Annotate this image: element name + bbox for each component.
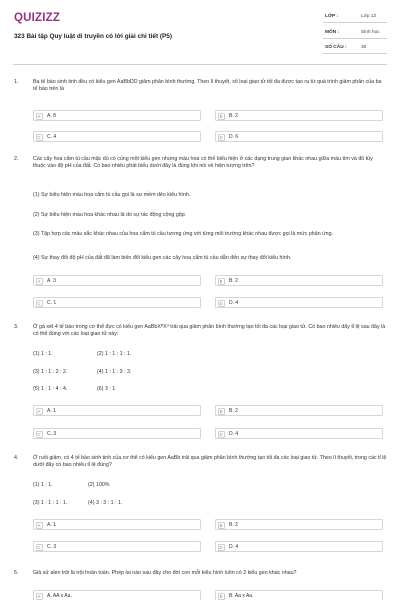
- meta-divider: [323, 38, 387, 39]
- question-text: Các cây hoa cẩm tú cầu mặc dù có cùng một kiểu gen nhưng màu hoa có thể biểu hiện ở các dạng trung gian khác nhau giữa màu tím và đỏ tùy thuộc vào độ pH của đất. Có bao nhiêu phát biểu dưới đây là đúng khi nói về hiện tượng trên?: [33, 156, 373, 170]
- ratio-4: (4) 3 : 3 : 1 : 1.: [88, 500, 123, 506]
- option-letter-badge: A: [36, 113, 43, 120]
- meta-grade-label: LỚP :: [325, 14, 339, 19]
- option-text: C. 3: [47, 544, 57, 550]
- question-text: Giả sử alen trội là trội hoàn toàn. Phép lai nào sau đây cho đời con mỗi kiểu hình luôn có 2 kiểu gen khác nhau?: [33, 570, 297, 576]
- worksheet-title: 323 Bài tập Quy luật di truyền có lời giải chi tiết (P5): [14, 33, 172, 40]
- option-text: B. Aa x Aa.: [229, 593, 254, 599]
- ratio-1: (1) 1 : 1.: [33, 482, 53, 488]
- option-d[interactable]: [215, 131, 383, 142]
- option-letter-badge: C: [37, 544, 41, 550]
- option-text: D. 4: [229, 544, 239, 550]
- option-text: C. 1: [47, 300, 57, 306]
- ratio-6: (6) 3 : 1: [97, 386, 116, 392]
- ratio-2: (2) 1 : 1 : 1 : 1.: [97, 351, 132, 357]
- option-d[interactable]: [215, 297, 383, 308]
- statement-2: (2) Sự biểu hiện màu hoa khác nhau là do sự tác động cộng gộp.: [33, 212, 187, 218]
- option-letter-badge: C: [37, 300, 41, 306]
- option-letter-badge: B: [218, 593, 225, 600]
- option-letter-badge: A: [36, 522, 43, 529]
- option-d[interactable]: [215, 428, 383, 439]
- option-text: B. 2: [229, 408, 238, 414]
- option-letter-badge: C: [37, 134, 41, 140]
- question-text: Ba tế bào sinh tinh đều có kiểu gen AaBbDD giảm phân bình thường. Theo lí thuyết, số loại giao tử tối đa được tạo ra từ quá trình giảm phân của ba tế bào trên là: [33, 79, 382, 93]
- option-letter-badge: C: [37, 431, 41, 437]
- option-b[interactable]: [215, 110, 383, 121]
- meta-divider: [323, 53, 387, 54]
- ratio-1: (1) 1 : 1.: [33, 351, 53, 357]
- option-c[interactable]: [33, 131, 201, 142]
- ratio-3: (3) 1 : 1 : 2 : 2.: [33, 369, 68, 375]
- ratio-3: (3) 1 : 1 : 1 : 1.: [33, 500, 68, 506]
- option-d[interactable]: [215, 541, 383, 552]
- ratio-4: (4) 1 : 1 : 3 : 3.: [97, 369, 132, 375]
- meta-subject-value: Sinh học: [361, 30, 380, 35]
- question-number: 1.: [14, 79, 19, 85]
- option-text: A. 8: [47, 113, 56, 119]
- question-text: Ở ruồi giấm, có 4 tế bào sinh tinh của cơ thể có kiểu gen AaBb trải qua giảm phân bình thường tạo tối đa các loại giao tử. Theo lí thuyết, trong các tỉ lệ dưới đây có bao nhiêu tỉ lệ đúng?: [33, 455, 387, 469]
- statement-3: (3) Tập hợp các màu sắc khác nhau của hoa cẩm tú cầu tương ứng với từng môi trường khác nhau được gọi là mức phản ứng.: [33, 231, 334, 237]
- option-a[interactable]: [33, 275, 201, 286]
- option-letter-badge: A: [36, 593, 43, 600]
- option-letter-badge: D: [219, 544, 223, 550]
- question-number: 3.: [14, 324, 19, 330]
- option-text: D. 4: [229, 300, 239, 306]
- option-text: C. 4: [47, 134, 57, 140]
- meta-divider: [323, 22, 387, 23]
- meta-subject-label: MÔN :: [325, 30, 340, 35]
- option-letter-badge: D: [219, 300, 223, 306]
- option-text: B. 2: [229, 278, 238, 284]
- meta-count-label: SỐ CÂU :: [325, 45, 347, 50]
- meta-grade-value: Lớp 12: [361, 14, 377, 19]
- option-text: A. AA x Aa.: [47, 593, 72, 599]
- option-b[interactable]: [215, 590, 383, 600]
- option-letter-badge: B: [218, 113, 225, 120]
- option-text: A. 1: [47, 522, 56, 528]
- question-number: 4.: [14, 455, 19, 461]
- question-number: 2.: [14, 156, 19, 162]
- option-letter-badge: B: [218, 408, 225, 415]
- header-divider: [13, 64, 387, 65]
- question-text: Ở gà xét 4 tế bào trong cơ thể đực có kiểu gen AaBbXᴰXᵈ trải qua giảm phân bình thường tạo tối đa các loại giao tử. Có bao nhiêu dãy tỉ lệ sau đây là có thể đúng với các loại giao tử này:: [33, 324, 386, 338]
- option-letter-badge: D: [219, 431, 223, 437]
- option-letter-badge: B: [218, 278, 225, 285]
- option-text: D. 4: [229, 431, 239, 437]
- option-a[interactable]: [33, 519, 201, 530]
- option-text: A. 1: [47, 408, 56, 414]
- option-b[interactable]: [215, 405, 383, 416]
- option-b[interactable]: [215, 275, 383, 286]
- option-text: C. 3: [47, 431, 57, 437]
- option-text: B. 2: [229, 113, 238, 119]
- option-letter-badge: A: [36, 408, 43, 415]
- option-text: A. 3: [47, 278, 56, 284]
- option-c[interactable]: [33, 297, 201, 308]
- option-a[interactable]: [33, 110, 201, 121]
- option-letter-badge: B: [218, 522, 225, 529]
- quizizz-logo: QUIZIZZ: [14, 12, 61, 24]
- ratio-5: (5) 1 : 1 : 4 : 4.: [33, 386, 68, 392]
- option-text: D. 6: [229, 134, 239, 140]
- option-letter-badge: D: [219, 134, 223, 140]
- option-text: B. 2: [229, 522, 238, 528]
- option-a[interactable]: [33, 590, 201, 600]
- option-c[interactable]: [33, 541, 201, 552]
- option-b[interactable]: [215, 519, 383, 530]
- statement-4: (4) Sự thay đổi độ pH của đất đã làm biến đổi kiểu gen các cây hoa cẩm tú cầu dẫn đến sự thay đổi kiểu hình.: [33, 255, 292, 261]
- ratio-2: (2) 100%: [88, 482, 110, 488]
- option-a[interactable]: [33, 405, 201, 416]
- question-number: 5.: [14, 570, 19, 576]
- meta-count-value: 30: [361, 45, 367, 50]
- statement-1: (1) Sự biểu hiện màu hoa cẩm tú cầu gọi là sự mềm dẻo kiểu hình.: [33, 192, 191, 198]
- option-letter-badge: A: [36, 278, 43, 285]
- option-c[interactable]: [33, 428, 201, 439]
- worksheet-header: [0, 0, 400, 66]
